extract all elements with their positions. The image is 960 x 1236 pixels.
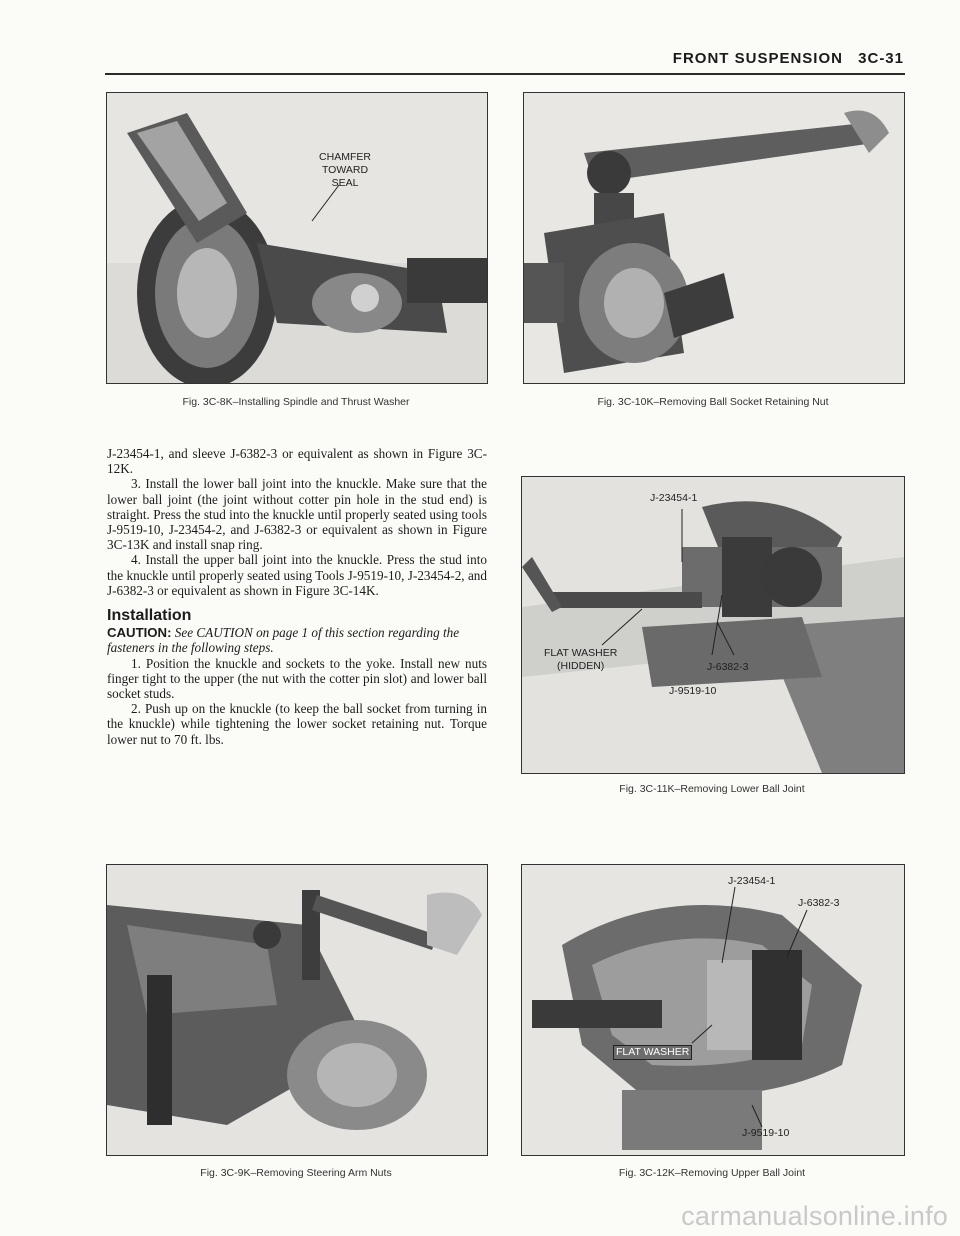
site-watermark: carmanualsonline.info	[681, 1201, 948, 1231]
caution-label: CAUTION:	[107, 625, 172, 641]
callout-j23454-1-upper: J-23454-1	[728, 875, 776, 887]
figure-lower-ball-joint	[521, 476, 905, 774]
figure-spindle-thrust-washer	[106, 92, 488, 384]
callout-flat-washer: FLAT WASHER	[544, 647, 618, 659]
page-number: 3C-31	[858, 50, 904, 67]
callout-line-1: CHAMFER	[319, 151, 371, 163]
callout-j9519-10: J-9519-10	[669, 685, 717, 697]
upper-ball-joint-photo	[522, 865, 904, 1155]
callout-flat-washer-hidden	[544, 647, 617, 673]
caption-fig-11k: Fig. 3C-11K–Removing Lower Ball Joint	[619, 783, 805, 795]
callout-line-2: TOWARD	[321, 164, 369, 176]
page-header	[663, 50, 904, 67]
caption-fig-8k: Fig. 3C-8K–Installing Spindle and Thrust Washer	[182, 396, 410, 408]
paragraph-step-4: 4. Install the upper ball joint into the knuckle. Press the stud into the knuckle until properly seated using Tools J-9519-10, J-23454-2, and J-6382-3 or equivalent as shown in Figure 3C-14K.	[107, 552, 487, 598]
callout-flat-washer-upper: FLAT WASHER	[613, 1045, 692, 1060]
figure-upper-ball-joint	[521, 864, 905, 1156]
caution-note	[107, 625, 487, 655]
callout-chamfer-toward-seal	[315, 151, 375, 190]
ball-socket-photo	[524, 93, 904, 383]
section-heading: Installation	[107, 607, 192, 625]
caution-text: See CAUTION on page 1 of this section regarding the fasteners in the following steps.	[107, 625, 460, 656]
callout-j6382-3: J-6382-3	[707, 661, 749, 673]
steering-arm-photo	[107, 865, 487, 1155]
paragraph-step-3: 3. Install the lower ball joint into the knuckle. Make sure that the lower ball joint (the joint without cotter pin hole in the stud end) is straight. Press the stud into the knuckle until properly seated using tools J-9519-10, J-23454-2, and J-6382-3 or equivalent as shown in Figure 3C-13K and install snap ring.	[107, 476, 487, 553]
figure-steering-arm-nuts	[106, 864, 488, 1156]
callout-j23454-1: J-23454-1	[650, 492, 698, 504]
body-text	[107, 446, 487, 747]
spindle-photo	[107, 93, 487, 383]
callout-line-3: SEAL	[331, 177, 359, 189]
caption-fig-9k: Fig. 3C-9K–Removing Steering Arm Nuts	[200, 1167, 392, 1179]
callout-j6382-3-upper: J-6382-3	[798, 897, 840, 909]
paragraph-install-step-1: 1. Position the knuckle and sockets to the yoke. Install new nuts finger tight to the upper (the nut with the cotter pin slot) and lower ball socket studs.	[107, 655, 487, 702]
paragraph-install-step-2: 2. Push up on the knuckle (to keep the ball socket from turning in the knuckle) while tightening the lower socket retaining nut. Torque lower nut to 70 ft. lbs.	[107, 701, 487, 747]
paragraph-continued: J-23454-1, and sleeve J-6382-3 or equivalent as shown in Figure 3C-12K.	[107, 446, 487, 477]
figure-ball-socket-nut	[523, 92, 905, 384]
lower-ball-joint-photo	[522, 477, 904, 773]
callout-j9519-10-upper: J-9519-10	[742, 1127, 790, 1139]
caption-fig-12k: Fig. 3C-12K–Removing Upper Ball Joint	[618, 1167, 806, 1179]
callout-hidden: (HIDDEN)	[557, 660, 605, 672]
caption-fig-10k: Fig. 3C-10K–Removing Ball Socket Retaining Nut	[597, 396, 829, 408]
header-rule	[105, 73, 905, 75]
section-title: FRONT SUSPENSION	[672, 50, 843, 67]
